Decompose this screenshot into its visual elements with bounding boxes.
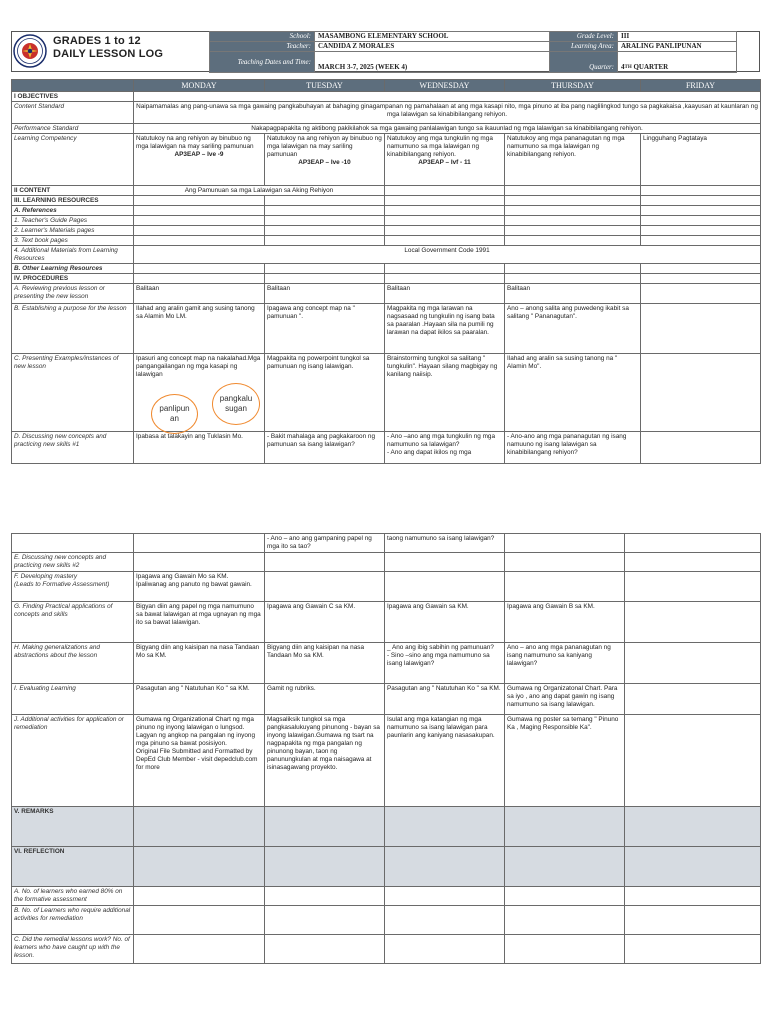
table-row: [12, 354, 761, 432]
table-cell: [505, 553, 625, 572]
day-header-wednesday: WEDNESDAY: [385, 80, 505, 92]
table-cell: [265, 216, 385, 226]
table-cell: [134, 92, 761, 102]
table-row: [12, 186, 761, 196]
table-cell: [625, 807, 761, 847]
area-value: ARALING PANLIPUNAN: [618, 42, 737, 52]
procedure-b-thursday: Ano – anong salita ang puwedeng ikabit sa salitang " Pananagutan".: [505, 304, 641, 354]
quarter-value: [618, 52, 737, 73]
table-cell: [385, 906, 505, 935]
procedure-h-thursday: Ano – ano ang mga pananagutan ng isang namumuno sa kaniyang lalawigan?: [505, 643, 625, 684]
table-cell: [385, 935, 505, 964]
table-cell: [265, 935, 385, 964]
procedure-j-wednesday: Isulat ang mga katangian ng mga namumuno sa isang lalawigan para paunlarin ang kaniyang nasasakupan.: [385, 715, 505, 807]
procedure-g-monday: Bigyan diin ang papel ng mga namumuno sa bawat lalawigan at mga ugnayan ng mga ito sa bawat lalawigan.: [134, 602, 265, 643]
table-cell: [265, 226, 385, 236]
table-row: [12, 847, 761, 887]
procedure-i-thursday: Gumawa ng Organizatonal Chart. Para sa iyo , ano ang dapat gawin ng isang namumuno sa isang lalawigan.: [505, 684, 625, 715]
row-label-additional-materials: 4. Additional Materials from Learning Resources: [12, 246, 134, 264]
row-label-learning-resources: III. LEARNING RESOURCES: [12, 196, 134, 206]
competency-text: Natutukoy ang mga tungkulin ng mga namumuno sa mga lalawigan ng kinabibilangang rehiyon.: [387, 135, 493, 158]
table-cell: [641, 236, 761, 246]
row-label-reflection-c: C. Did the remedial lessons work? No. of learners who have caught up with the lesson.: [12, 935, 134, 964]
competency-tuesday: [265, 134, 385, 186]
table-cell: [505, 226, 641, 236]
table-cell: [265, 274, 385, 284]
table-cell: [625, 572, 761, 602]
table-cell: [625, 684, 761, 715]
competency-monday: [134, 134, 265, 186]
table-row: [12, 807, 761, 847]
table-row: [12, 206, 761, 216]
quarter-label: Quarter:: [550, 52, 618, 73]
row-label-d-discussing: D. Discussing new concepts and practicing new skills #1: [12, 432, 134, 464]
competency-friday: Lingguhang Pagtataya: [641, 134, 761, 186]
table-row: [12, 236, 761, 246]
procedure-b-friday: [641, 304, 761, 354]
table-cell: [625, 602, 761, 643]
competency-text: Natutukoy na ang rehiyon ay binubuo ng mga lalawigan na may sariling pamunuan: [136, 135, 254, 150]
table-row: [12, 906, 761, 935]
table-cell: [265, 887, 385, 906]
row-label-references: A. References: [12, 206, 134, 216]
document-title: [53, 35, 163, 61]
row-label-h-generalizations: H. Making generalizations and abstractions about the lesson: [12, 643, 134, 684]
row-label-e-discussing: E. Discussing new concepts and practicing new skills #2: [12, 553, 134, 572]
additional-materials-text: Local Government Code 1991: [134, 246, 761, 264]
row-label-c-presenting: C. Presenting Examples/instances of new lesson: [12, 354, 134, 432]
oval-label: panlipunan: [159, 404, 190, 423]
row-label-g-applications: G. Finding Practical applications of concepts and skills: [12, 602, 134, 643]
quarter-suffix: TH: [624, 65, 632, 70]
table-cell: [505, 887, 625, 906]
row-label-learners-materials: 2. Learner's Materials pages: [12, 226, 134, 236]
table-cell: [505, 534, 625, 553]
table-row: [12, 887, 761, 906]
table-cell: [385, 226, 505, 236]
table-row: [12, 572, 761, 602]
row-label-a-reviewing: A. Reviewing previous lesson or presenting the new lesson: [12, 284, 134, 304]
procedure-c-tuesday: Magpakita ng powerpoint tungkol sa pamunuan ng isang lalawigan.: [265, 354, 385, 432]
row-label-textbook: 3. Text book pages: [12, 236, 134, 246]
area-label: Learning Area:: [550, 42, 618, 52]
competency-code: AP3EAP – Ivf - 11: [418, 159, 471, 166]
procedure-h-monday: Bigyang diin ang kaisipan na nasa Tandaan Mo sa KM.: [134, 643, 265, 684]
table-cell: [385, 186, 505, 196]
procedure-d-thursday: - Ano-ano ang mga pananagutan ng isang namuuno ng isang lalawigan sa kinabibilangang rehiyon?: [505, 432, 641, 464]
procedure-j-tuesday: Magsaliksik tungkol sa mga pangkasalukuyang pinunong - bayan sa inyong lalawigan.Gumawa ng tsart na nagpapakita ng mga pangalan ng pinunong bayan, taon ng panunungkulan at mga naisagawa at isinasagawang proyekto.: [265, 715, 385, 807]
table-cell: [385, 236, 505, 246]
table-cell: [385, 264, 505, 274]
table-cell: [641, 264, 761, 274]
table-cell: [134, 534, 265, 553]
lesson-table-page-1: [11, 79, 761, 464]
table-row: [12, 216, 761, 226]
table-cell: [505, 935, 625, 964]
procedure-a-monday: Balitaan: [134, 284, 265, 304]
table-cell: [625, 887, 761, 906]
table-cell: [505, 264, 641, 274]
table-row: [12, 92, 761, 102]
procedure-a-wednesday: Balitaan: [385, 284, 505, 304]
table-cell: [265, 553, 385, 572]
row-label-teachers-guide: 1. Teacher's Guide Pages: [12, 216, 134, 226]
table-cell: [505, 847, 625, 887]
quarter-word: QUARTER: [631, 63, 669, 71]
school-label: School:: [210, 32, 315, 42]
table-cell: [134, 847, 265, 887]
procedure-b-monday: Ilahad ang aralin gamit ang susing tanong sa Alamin Mo LM.: [134, 304, 265, 354]
procedure-g-wednesday: Ipagawa ang Gawain sa KM.: [385, 602, 505, 643]
table-cell: [385, 206, 505, 216]
procedure-d-wednesday: - Ano –ano ang mga tungkulin ng mga namumuno sa lalawigan? - Ano ang dapat ikilos ng mga: [385, 432, 505, 464]
table-row: [12, 134, 761, 186]
table-row: [12, 226, 761, 236]
row-label-i-evaluating: I. Evaluating Learning: [12, 684, 134, 715]
school-value: MASAMBONG ELEMENTARY SCHOOL: [315, 32, 550, 42]
table-cell: [625, 906, 761, 935]
concept-map-oval-panlipunan: [151, 394, 198, 434]
table-cell: [265, 206, 385, 216]
table-cell: [134, 274, 265, 284]
day-header-monday: MONDAY: [134, 80, 265, 92]
table-cell: [134, 906, 265, 935]
day-header-friday: FRIDAY: [641, 80, 761, 92]
table-cell: [134, 206, 265, 216]
oval-label: pangkalusugan: [219, 394, 253, 413]
table-cell: [385, 807, 505, 847]
table-cell: [265, 847, 385, 887]
table-cell: [641, 274, 761, 284]
row-label-remarks: V. REMARKS: [12, 807, 134, 847]
table-row: [12, 643, 761, 684]
table-cell: [505, 186, 641, 196]
content-standard-text: Naipamamalas ang pang-unawa sa mga gawaing pangkabuhayan at bahaging ginagampanan ng pamahalaan at ang mga kasapi nito, mga pinuno at iba pang naglilingkod tungo sa pagkakaisa ,kaayusan at kaunlaran ng mga lalawigan sa kinabibilangang rehiyon.: [134, 102, 761, 124]
table-row: [12, 274, 761, 284]
table-cell: [505, 572, 625, 602]
procedure-d-wednesday-continued: taong namumuno sa isang lalawigan?: [385, 534, 505, 553]
table-cell: [505, 216, 641, 226]
table-cell: [134, 264, 265, 274]
row-label-reflection: VI. REFLECTION: [12, 847, 134, 887]
table-row: [12, 124, 761, 134]
row-label-f-mastery: F. Developing mastery (Leads to Formative Assessment): [12, 572, 134, 602]
procedure-j-monday: Gumawa ng Organizational Chart ng mga pinuno ng inyong lalawigan o lungsod. Lagyan ng angkop na pangalan ng inyong mga pinuno sa bawat posisiyon. Original File Submitted and Formatted by DepEd Club Member - visit depedclub.com for more: [134, 715, 265, 807]
page-two: [0, 533, 768, 1024]
row-label-other-resources: B. Other Learning Resources: [12, 264, 134, 274]
table-cell: [265, 264, 385, 274]
table-cell: [134, 196, 265, 206]
table-row: [12, 284, 761, 304]
table-cell: [265, 236, 385, 246]
table-row: [12, 935, 761, 964]
table-cell: [385, 887, 505, 906]
table-cell: [505, 206, 641, 216]
procedure-j-thursday: Gumawa ng poster sa temang " Pinuno Ka , Maging Responsible Ka".: [505, 715, 625, 807]
row-label-reflection-b: B. No. of Learners who require additional activities for remediation: [12, 906, 134, 935]
table-cell: [641, 226, 761, 236]
procedure-h-wednesday: _ Ano ang ibig sabihin ng pamunuan? - Sino –sino ang mga namumuno sa isang lalawigan?: [385, 643, 505, 684]
table-cell: [385, 553, 505, 572]
row-label-content: II CONTENT: [12, 186, 134, 196]
page-one: [0, 0, 768, 500]
procedure-g-thursday: Ipagawa ang Gawain B sa KM.: [505, 602, 625, 643]
table-cell: [505, 236, 641, 246]
table-row: [12, 196, 761, 206]
table-cell: [134, 887, 265, 906]
grade-value: III: [618, 32, 737, 42]
day-header-tuesday: TUESDAY: [265, 80, 385, 92]
table-cell: [641, 196, 761, 206]
table-cell: [641, 186, 761, 196]
procedure-i-monday: Pasagutan ang " Natutuhan Ko " sa KM.: [134, 684, 265, 715]
table-cell: [12, 534, 134, 553]
teacher-label: Teacher:: [210, 42, 315, 52]
teacher-value: CANDIDA Z MORALES: [315, 42, 550, 52]
table-cell: [385, 572, 505, 602]
table-cell: [265, 906, 385, 935]
day-header-thursday: THURSDAY: [505, 80, 641, 92]
table-cell: [625, 553, 761, 572]
table-cell: [134, 553, 265, 572]
row-label-learning-competency: Learning Competency: [12, 134, 134, 186]
table-cell: [134, 226, 265, 236]
table-row: [12, 102, 761, 124]
quarter-number: 4: [621, 63, 625, 71]
title-line-1: GRADES 1 to 12: [53, 35, 141, 47]
table-row: [12, 684, 761, 715]
table-cell: [505, 906, 625, 935]
table-row: [12, 264, 761, 274]
procedure-f-monday: Ipagawa ang Gawain Mo sa KM. Ipaliwanag ang panuto ng bawat gawain.: [134, 572, 265, 602]
table-row: [12, 534, 761, 553]
procedure-d-tuesday: - Bakit mahalaga ang pagkakaroon ng pamunuan sa isang lalawigan?: [265, 432, 385, 464]
row-label-procedures: IV. PROCEDURES: [12, 274, 134, 284]
competency-thursday: Natutukoy ang mga pananagutan ng mga namumuno sa mga lalawigan ng kinabibilangang rehiyon.: [505, 134, 641, 186]
row-label-objectives: I OBJECTIVES: [12, 92, 134, 102]
table-cell: [625, 847, 761, 887]
table-cell: [265, 196, 385, 206]
table-cell: [641, 216, 761, 226]
row-label-content-standard: Content Standard: [12, 102, 134, 124]
table-cell: [505, 274, 641, 284]
row-label-performance-standard: Performance Standard: [12, 124, 134, 134]
table-cell: [625, 534, 761, 553]
procedure-c-monday: Ipasuri ang concept map na nakalahad.Mga pangangailangan ng mga kasapi ng lalawigan: [134, 354, 265, 432]
table-cell: [625, 643, 761, 684]
procedure-d-friday: [641, 432, 761, 464]
table-cell: [385, 274, 505, 284]
procedure-c-friday: [641, 354, 761, 432]
procedure-a-thursday: Balitaan: [505, 284, 641, 304]
procedure-c-wednesday: Brainstorming tungkol sa salitang " tungkulin". Hayaan silang magbigay ng kanilang naiisip.: [385, 354, 505, 432]
procedure-b-wednesday: Magpakita ng mga larawan na nagsasaad ng tungkulin ng isang bata sa paaralan .Hayaan sila na pumili ng larawan na dapat ikilos sa paaralan.: [385, 304, 505, 354]
procedure-i-tuesday: Gamit ng rubriks.: [265, 684, 385, 715]
row-label-j-additional: J. Additional activities for application or remediation: [12, 715, 134, 807]
table-cell: [134, 935, 265, 964]
row-label-b-purpose: B. Establishing a purpose for the lesson: [12, 304, 134, 354]
table-row: [12, 715, 761, 807]
table-cell: [505, 807, 625, 847]
table-cell: [625, 715, 761, 807]
table-cell: [385, 847, 505, 887]
table-row: [12, 553, 761, 572]
competency-text: Natutukoy na ang rehiyon ay binubuo ng mga lalawigan na may sariling pamunuan: [267, 135, 382, 158]
table-cell: [265, 807, 385, 847]
table-cell: [385, 216, 505, 226]
dates-value: MARCH 3-7, 2025 (WEEK 4): [315, 52, 550, 73]
concept-map-oval-pangkalusugan: [212, 383, 260, 425]
table-cell: [385, 196, 505, 206]
performance-standard-text: Nakapagpapakita ng aktibong pakikilahok sa mga gawaing panlalawigan tungo sa ikauunlad ng mga lalawigan sa kinabibilangang rehiyon.: [134, 124, 761, 134]
table-cell: [641, 206, 761, 216]
table-row: [12, 246, 761, 264]
day-header-row: [12, 80, 761, 92]
table-cell: [134, 807, 265, 847]
procedure-g-tuesday: Ipagawa ang Gawain C sa KM.: [265, 602, 385, 643]
procedure-a-tuesday: Balitaan: [265, 284, 385, 304]
lesson-table-page-2: [11, 533, 761, 964]
title-line-2: DAILY LESSON LOG: [53, 48, 164, 60]
procedure-d-monday: Ipabasa at talakayin ang Tuklasin Mo.: [134, 432, 265, 464]
procedure-a-friday: [641, 284, 761, 304]
competency-code: AP3EAP – Ive -10: [298, 159, 351, 166]
procedure-d-tuesday-continued: - Ano – ano ang gampaning papel ng mga ito sa tao?: [265, 534, 385, 553]
competency-wednesday: [385, 134, 505, 186]
table-cell: [134, 216, 265, 226]
table-cell: [265, 572, 385, 602]
table-cell: [134, 236, 265, 246]
dates-label: Teaching Dates and Time:: [210, 52, 315, 73]
content-text: Ang Pamunuan sa mga Lalawigan sa Aking Rehiyon: [134, 186, 385, 196]
table-cell: [625, 935, 761, 964]
competency-code: AP3EAP – Ive -9: [174, 151, 224, 158]
procedure-b-tuesday: Ipagawa ang concept map na " pamunuan ".: [265, 304, 385, 354]
procedure-c-thursday: Ilahad ang aralin sa susing tanong na " Alamin Mo".: [505, 354, 641, 432]
table-row: [12, 304, 761, 354]
grade-label: Grade Level:: [550, 32, 618, 42]
procedure-i-wednesday: Pasagutan ang " Natutuhan Ko " sa KM.: [385, 684, 505, 715]
header-info-grid: [209, 31, 737, 73]
table-cell: [505, 196, 641, 206]
blank-header: [12, 80, 134, 92]
table-row: [12, 432, 761, 464]
procedure-h-tuesday: Bigyang diin ang kaisipan na nasa Tandaan Mo sa KM.: [265, 643, 385, 684]
table-row: [12, 602, 761, 643]
deped-seal-icon: [13, 34, 47, 68]
row-label-reflection-a: A. No. of learners who earned 80% on the formative assessment: [12, 887, 134, 906]
